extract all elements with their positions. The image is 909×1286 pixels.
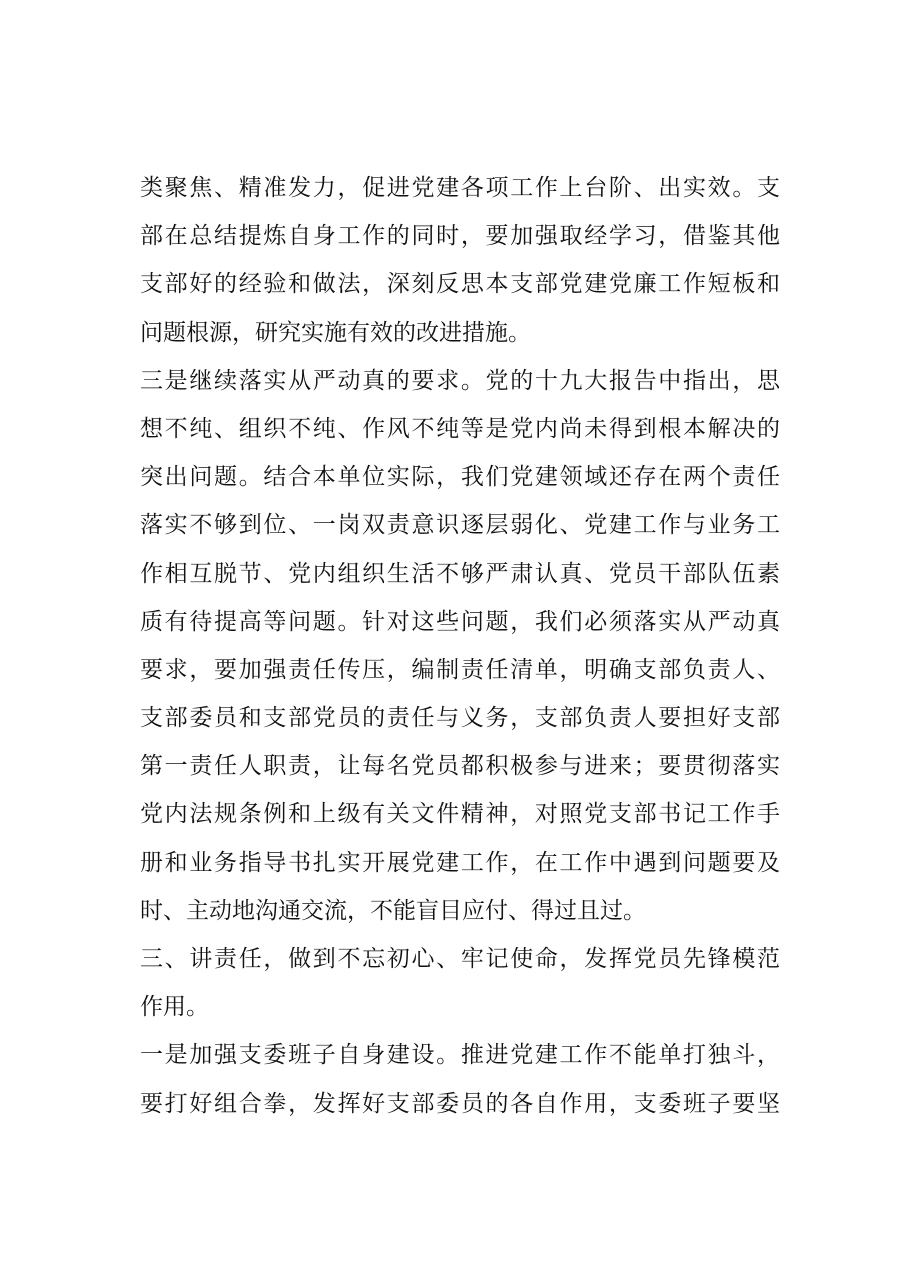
text-line: 三、讲责任，做到不忘初心、牢记使命，发挥党员先锋模范: [140, 946, 780, 972]
text-line: 问题根源，研究实施有效的改进措施。: [140, 319, 531, 346]
text-line: 支部好的经验和做法，深刻反思本支部党建党廉工作短板和: [140, 271, 780, 298]
text-line: 党内法规条例和上级有关文件精神，对照党支部书记工作手: [140, 801, 780, 828]
text-line: 质有待提高等问题。针对这些问题，我们必须落实从严动真: [140, 608, 780, 635]
text-line: 突出问题。结合本单位实际，我们党建领域还存在两个责任: [140, 464, 780, 491]
text-line: 支部委员和支部党员的责任与义务，支部负责人要担好支部: [140, 705, 780, 732]
text-line: 一是加强支委班子自身建设。推进党建工作不能单打独斗，: [140, 1042, 780, 1069]
text-line: 三是继续落实从严动真的要求。党的十九大报告中指出，思: [140, 367, 780, 394]
body-text: [140, 164, 780, 1128]
text-line: 类聚焦、精准发力，促进党建各项工作上台阶、出实效。支: [140, 175, 780, 201]
text-line: 落实不够到位、一岗双责意识逐层弱化、党建工作与业务工: [140, 512, 780, 539]
text-line: 第一责任人职责，让每名党员都积极参与进来；要贯彻落实: [140, 753, 780, 780]
text-line: 作相互脱节、党内组织生活不够严肃认真、党员干部队伍素: [140, 560, 780, 587]
text-line: 要打好组合拳，发挥好支部委员的各自作用，支委班子要坚: [140, 1090, 780, 1117]
text-line: 想不纯、组织不纯、作风不纯等是党内尚未得到根本解决的: [140, 415, 780, 442]
text-line: 册和业务指导书扎实开展党建工作，在工作中遇到问题要及: [140, 849, 780, 876]
text-line: 部在总结提炼自身工作的同时，要加强取经学习，借鉴其他: [140, 223, 780, 250]
text-line: 作用。: [140, 994, 209, 1021]
text-line: 时、主动地沟通交流，不能盲目应付、得过且过。: [140, 897, 646, 924]
text-line: 要求，要加强责任传压，编制责任清单，明确支部负责人、: [140, 656, 780, 683]
